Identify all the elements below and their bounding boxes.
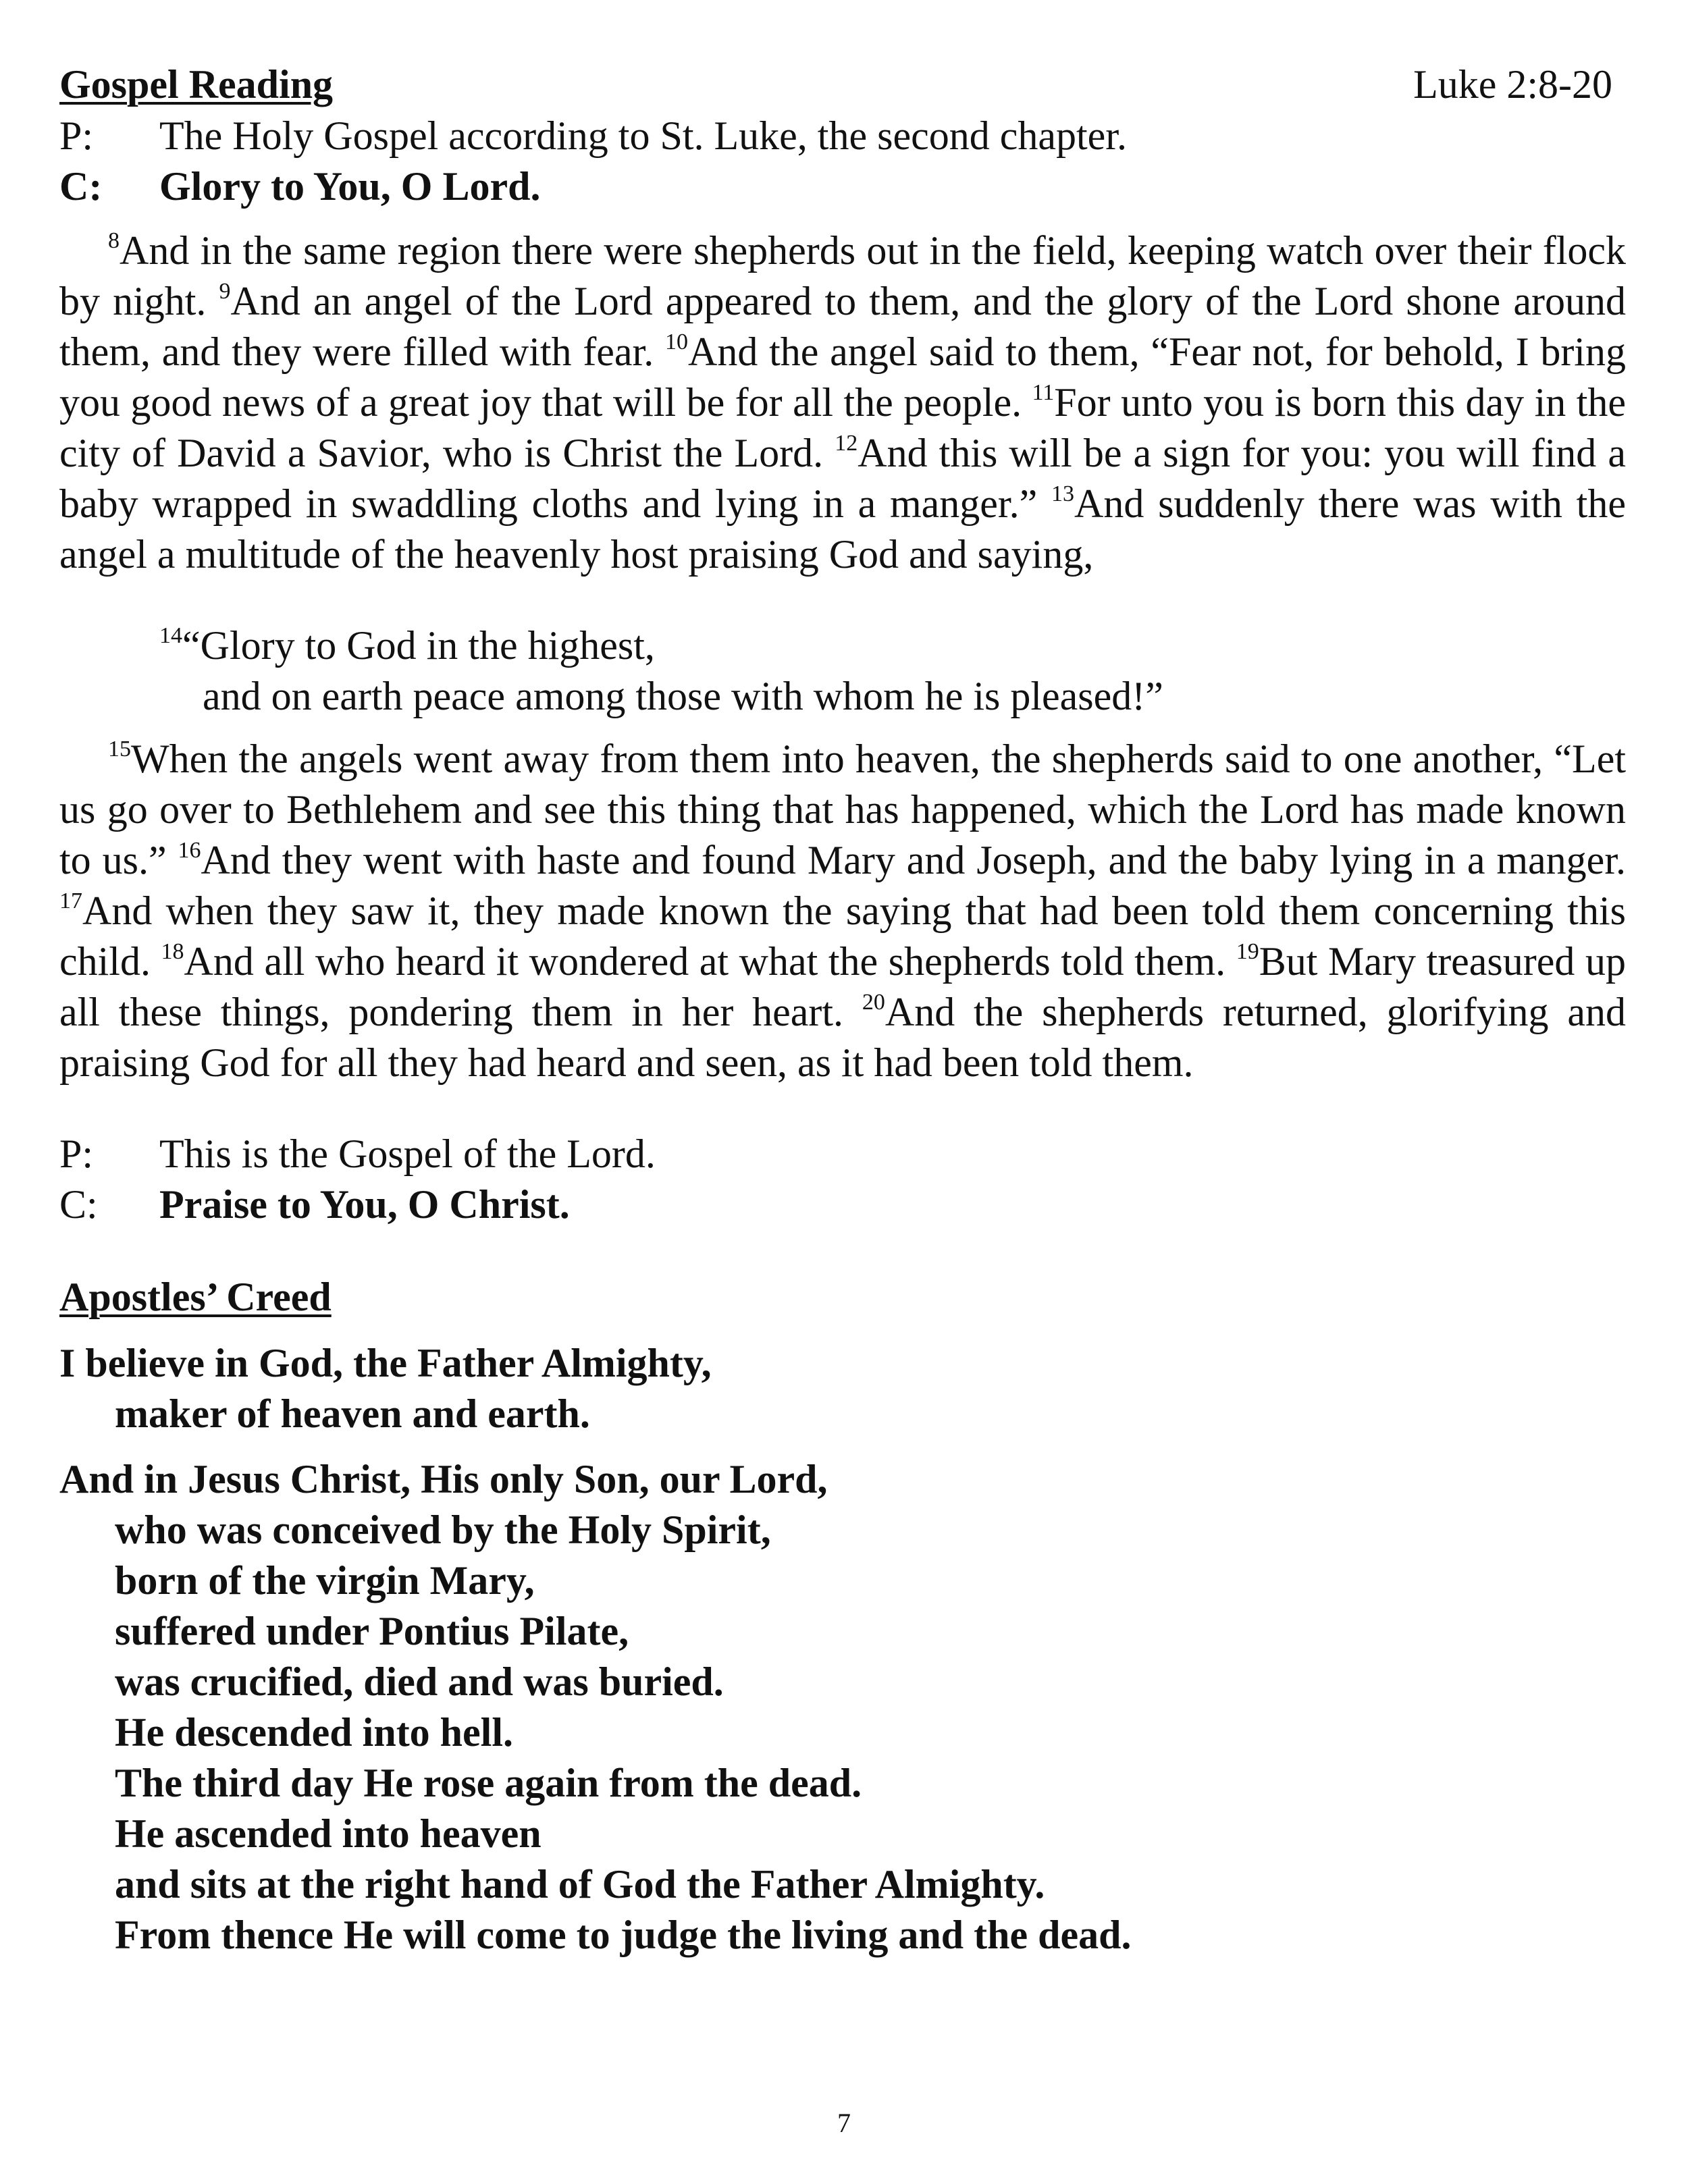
gospel-passage-part-2 [59, 734, 1626, 1088]
creed-line: was crucified, died and was buried. [115, 1659, 724, 1704]
gospel-title: Gospel Reading [59, 62, 334, 107]
verse-number: 15 [108, 737, 131, 762]
creed-line: And in Jesus Christ, His only Son, our Lord, [59, 1457, 828, 1501]
creed-line: He ascended into heaven [115, 1811, 542, 1856]
creed-text [59, 1338, 1626, 1961]
verse-number: 10 [664, 329, 688, 354]
gospel-citation: Luke 2:8-20 [1413, 62, 1612, 107]
verse-text: And this will be a sign for you: you will find a baby wrapped in swaddling cloths and lying in a manger.” [59, 431, 1626, 526]
gospel-poetry [59, 620, 1626, 722]
speaker-label: P: [59, 1131, 94, 1176]
pastor-intro-text: The Holy Gospel according to St. Luke, the second chapter. [159, 113, 1127, 158]
verse-number: 9 [219, 279, 231, 304]
verse-number: 8 [108, 228, 120, 253]
congregation-closing-response [59, 1179, 1626, 1230]
verse-text: And they went with haste and found Mary and Joseph, and the baby lying in a manger. [201, 838, 1626, 882]
creed-line: suffered under Pontius Pilate, [115, 1609, 629, 1653]
verse-text: When the angels went away from them into heaven, the shepherds said to one another, “Let us go over to Bethlehem and see this thing that has happened, which the Lord has made known to us.” [59, 737, 1626, 882]
bulletin-page [59, 58, 1626, 1961]
creed-line: From thence He will come to judge the living and the dead. [115, 1913, 1132, 1957]
pastor-closing [59, 1129, 1626, 1179]
creed-line: I believe in God, the Father Almighty, [59, 1341, 712, 1385]
pastor-intro [59, 111, 1626, 161]
verse-text: And when they saw it, they made known the saying that had been told them concerning this child. [59, 888, 1626, 984]
verse-text: And the shepherds returned, glorifying and praising God for all they had heard and seen, as it had been told them. [59, 990, 1626, 1085]
verse-number: 19 [1236, 939, 1259, 964]
verse-text: And the angel said to them, “Fear not, for behold, I bring you good news of a great joy that will be for all the people. [59, 329, 1626, 425]
poetry-text: “Glory to God in the highest, [182, 623, 655, 668]
verse-number: 16 [178, 838, 201, 863]
verse-number: 11 [1032, 380, 1055, 405]
verse-number: 12 [835, 431, 858, 456]
verse-number: 17 [59, 888, 82, 913]
creed-line: born of the virgin Mary, [115, 1558, 535, 1603]
creed-line: The third day He rose again from the dead. [115, 1761, 862, 1805]
gospel-passage-part-1 [59, 225, 1626, 580]
creed-title: Apostles’ Creed [59, 1275, 332, 1319]
speaker-label: C: [59, 1182, 98, 1227]
creed-line: and sits at the right hand of God the Father Almighty. [115, 1862, 1045, 1907]
creed-line: who was conceived by the Holy Spirit, [115, 1508, 771, 1552]
verse-text: And an angel of the Lord appeared to them, and the glory of the Lord shone around them, and they were filled with fear. [59, 279, 1626, 374]
creed-line: He descended into hell. [115, 1710, 514, 1755]
verse-text: And in the same region there were shepherds out in the field, keeping watch over their flock by night. [59, 228, 1626, 323]
verse-number: 14 [159, 623, 182, 648]
verse-text: For unto you is born this day in the city of David a Savior, who is Christ the Lord. [59, 380, 1626, 475]
verse-text: And all who heard it wondered at what the shepherds told them. [184, 939, 1236, 984]
verse-number: 20 [862, 990, 885, 1015]
congregation-closing-text: Praise to You, O Christ. [159, 1182, 570, 1227]
congregation-response [59, 161, 1626, 212]
page-number: 7 [837, 2108, 851, 2138]
congregation-response-text: Glory to You, O Lord. [159, 164, 541, 209]
gospel-header [59, 58, 1626, 111]
speaker-label: C: [59, 164, 103, 209]
speaker-label: P: [59, 113, 94, 158]
gospel-closing [59, 1129, 1626, 1230]
creed-line: maker of heaven and earth. [115, 1391, 590, 1436]
verse-number: 13 [1051, 481, 1074, 506]
verse-text: And suddenly there was with the angel a multitude of the heavenly host praising God and saying, [59, 481, 1626, 577]
creed-stanza-2 [59, 1454, 1626, 1961]
creed-stanza-1 [59, 1338, 1626, 1439]
verse-text: But Mary treasured up all these things, pondering them in her heart. [59, 939, 1626, 1034]
creed-header [59, 1271, 1626, 1323]
verse-number: 18 [161, 939, 184, 964]
poetry-line-1 [59, 620, 1626, 671]
pastor-closing-text: This is the Gospel of the Lord. [159, 1131, 656, 1176]
poetry-line-2: and on earth peace among those with whom he is pleased!” [203, 674, 1163, 718]
